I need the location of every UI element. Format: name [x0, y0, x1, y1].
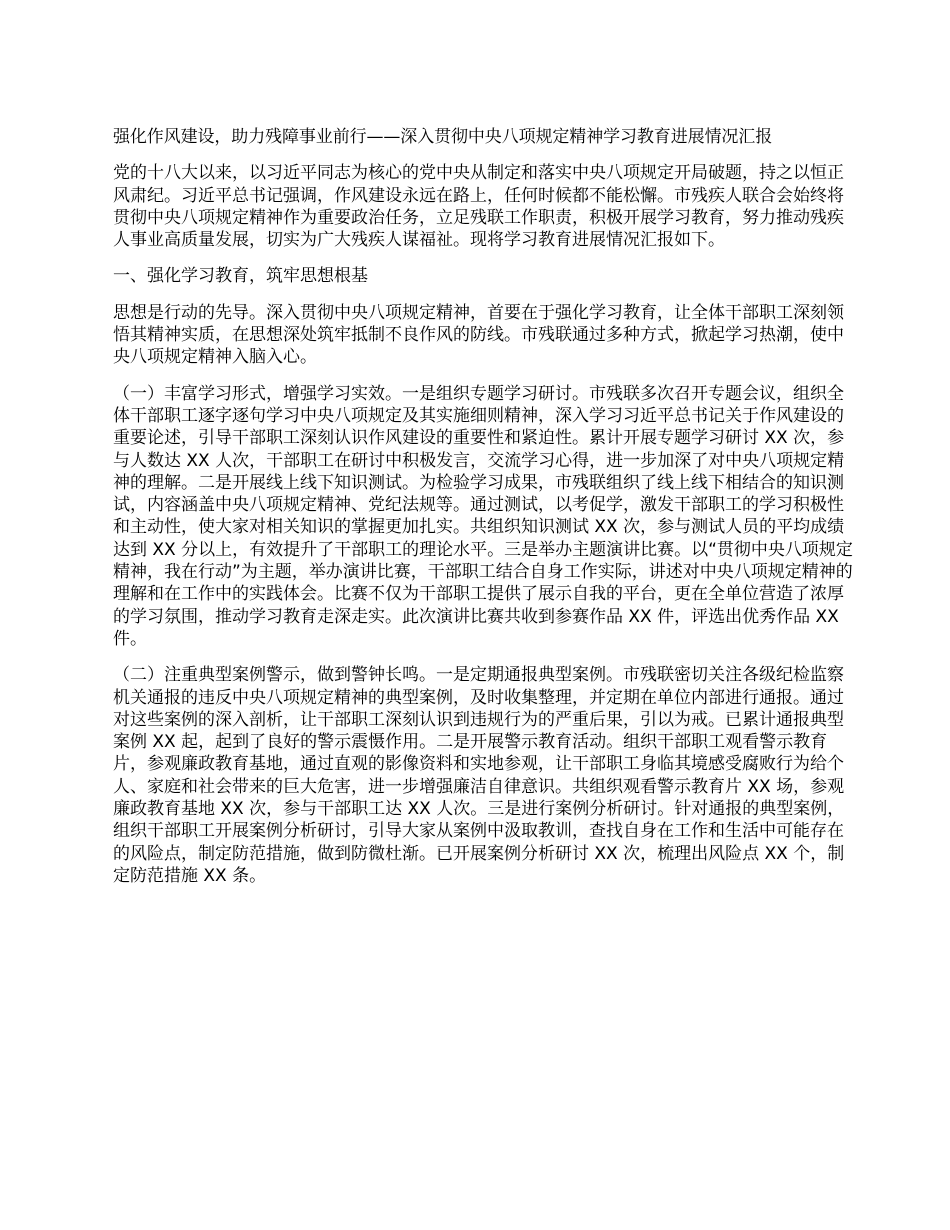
document-title: 强化作风建设，助力残障事业前行——深入贯彻中央八项规定精神学习教育进展情况汇报	[113, 127, 773, 147]
document-body	[113, 126, 855, 901]
section-heading: 一、强化学习教育，筑牢思想根基	[113, 266, 368, 287]
subsection-1-paragraph: （一）丰富学习形式，增强学习实效。一是组织专题学习研讨。市残联多次召开专题会议，组织全体干部职工逐字逐句学习中央八项规定及其实施细则精神，深入学习习近平总书记关于作风建设的重要论述，引导干部职工深刻认识作风建设的重要性和紧迫性。累计开展专题学习研讨 XX 次，参与人数达 XX 人次，干部职工在研讨中积极发言，交流学习心得，进一步加深了对中央八项规定精神的理解。二是开展线上线下知识测试。为检验学习成果，市残联组织了线上线下相结合的知识测试，内容涵盖中央八项规定精神、党纪法规等。通过测试，以考促学，激发干部职工的学习积极性和主动性，使大家对相关知识的掌握更加扎实。共组织知识测试 XX 次，参与测试人员的平均成绩达到 XX 分以上，有效提升了干部职工的理论水平。三是举办主题演讲比赛。以“贯彻中央八项规定精神，我在行动”为主题，举办演讲比赛，干部职工结合自身工作实际，讲述对中央八项规定精神的理解和在工作中的实践体会。比赛不仅为干部职工提供了展示自我的平台，更在全单位营造了浓厚的学习氛围，推动学习教育走深走实。此次演讲比赛共收到参赛作品 XX 件，评选出优秀作品 XX 件。	[113, 383, 853, 649]
subsection-2-paragraph: （二）注重典型案例警示，做到警钟长鸣。一是定期通报典型案例。市残联密切关注各级纪检监察机关通报的违反中央八项规定精神的典型案例，及时收集整理，并定期在单位内部进行通报。通过对这些案例的深入剖析，让干部职工深刻认识到违规行为的严重后果，引以为戒。已累计通报典型案例 XX 起，起到了良好的警示震慑作用。二是开展警示教育活动。组织干部职工观看警示教育片，参观廉政教育基地，通过直观的影像资料和实地参观，让干部职工身临其境感受腐败行为给个人、家庭和社会带来的巨大危害，进一步增强廉洁自律意识。共组织观看警示教育片 XX 场，参观廉政教育基地 XX 次，参与干部职工达 XX 人次。三是进行案例分析研讨。针对通报的典型案例，组织干部职工开展案例分析研讨，引导大家从案例中汲取教训，查找自身在工作和生活中可能存在的风险点，制定防范措施，做到防微杜渐。已开展案例分析研讨 XX 次，梳理出风险点 XX 个，制定防范措施 XX 条。	[113, 665, 845, 886]
intro-paragraph: 党的十八大以来，以习近平同志为核心的党中央从制定和落实中央八项规定开局破题，持之以恒正风肃纪。习近平总书记强调，作风建设永远在路上，任何时候都不能松懈。市残疾人联合会始终将贯彻中央八项规定精神作为重要政治任务，立足残联工作职责，积极开展学习教育，努力推动残疾人事业高质量发展，切实为广大残疾人谋福祉。现将学习教育进展情况汇报如下。	[113, 163, 844, 251]
section-intro-paragraph: 思想是行动的先导。深入贯彻中央八项规定精神，首要在于强化学习教育，让全体干部职工深刻领悟其精神实质，在思想深处筑牢抵制不良作风的防线。市残联通过多种方式，掀起学习热潮，使中央八项规定精神入脑入心。	[113, 302, 844, 368]
